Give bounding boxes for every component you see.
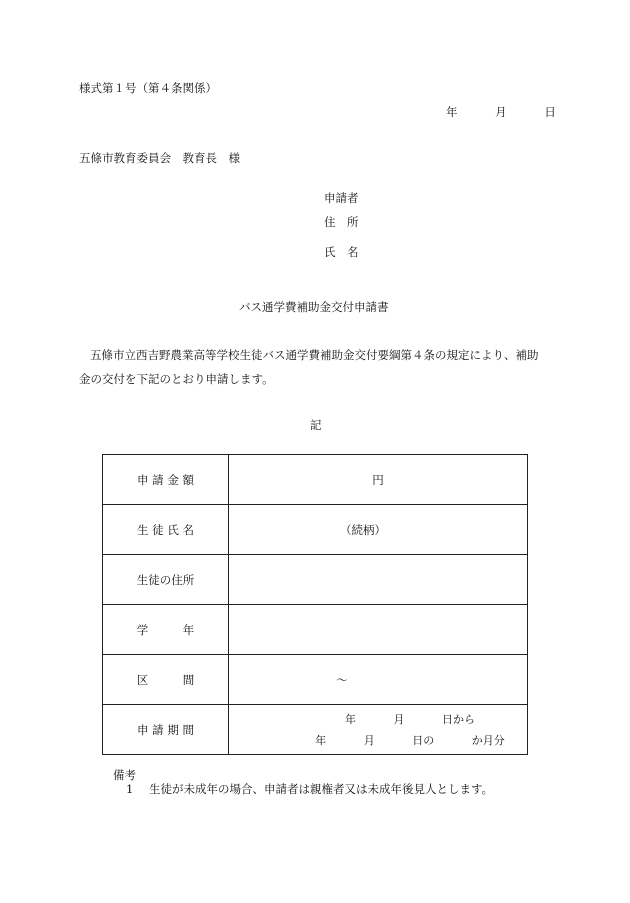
table-row (103, 505, 528, 555)
grade-value[interactable] (229, 605, 528, 655)
table-row (103, 705, 528, 755)
date-line (446, 104, 556, 120)
section-value[interactable] (229, 655, 528, 705)
period-end-line (293, 730, 527, 751)
period-value[interactable] (229, 705, 528, 755)
range-tilde: ～ (336, 672, 348, 687)
amount-value[interactable] (229, 455, 528, 505)
applicant-name-label: 氏 名 (324, 245, 359, 259)
applicant-address-label: 住 所 (324, 215, 359, 229)
table-row (103, 655, 528, 705)
note-item (126, 781, 493, 797)
end-day-suffix: 日の (412, 733, 435, 747)
amount-label: 申 請 金 額 (103, 455, 229, 505)
period-start-line (293, 709, 527, 730)
relationship-label: （続柄） (340, 522, 386, 537)
table-row (103, 455, 528, 505)
addressee: 五條市教育委員会 教育長 様 (79, 151, 240, 165)
section-label: 区 間 (103, 655, 229, 705)
body-text-line1: 五條市立西吉野農業高等学校生徒バス通学費補助金交付要綱第４条の規定により、補助 (90, 348, 539, 362)
student-address-value[interactable] (229, 555, 528, 605)
yen-unit: 円 (372, 472, 384, 487)
table-row (103, 605, 528, 655)
student-name-label: 生 徒 氏 名 (103, 505, 229, 555)
body-text-line2: 金の交付を下記のとおり申請します。 (79, 372, 274, 386)
start-day-suffix: 日から (442, 712, 475, 726)
note-number: 1 (126, 782, 134, 796)
months-count-suffix: か月分 (471, 733, 505, 747)
date-day-label: 日 (544, 105, 556, 119)
date-year-label: 年 (446, 105, 458, 119)
ki-heading: 記 (310, 418, 322, 432)
end-month-label: 月 (363, 733, 375, 747)
note-text: 生徒が未成年の場合、申請者は親権者又は未成年後見人とします。 (148, 782, 494, 796)
notes-title: 備考 (113, 768, 136, 782)
form-number: 様式第１号（第４条関係） (79, 81, 217, 95)
table-row (103, 555, 528, 605)
student-name-value[interactable] (229, 505, 528, 555)
student-address-label: 生徒の住所 (103, 555, 229, 605)
grade-label: 学 年 (103, 605, 229, 655)
start-month-label: 月 (393, 712, 405, 726)
document-title: バス通学費補助金交付申請書 (239, 300, 389, 314)
end-year-label: 年 (315, 733, 327, 747)
period-label: 申 請 期 間 (103, 705, 229, 755)
date-month-label: 月 (495, 105, 507, 119)
start-year-label: 年 (345, 712, 356, 726)
application-table (102, 454, 528, 755)
applicant-title: 申請者 (324, 191, 359, 205)
